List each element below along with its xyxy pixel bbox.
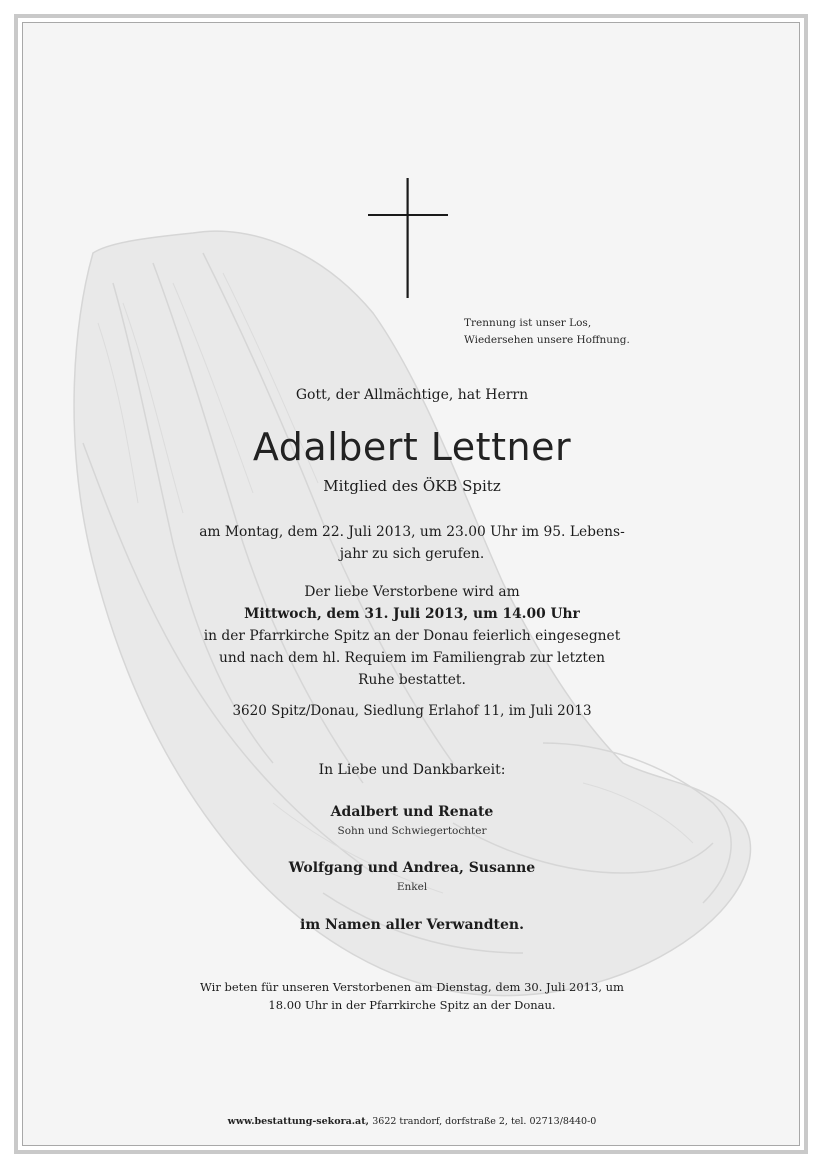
relatives-closing: im Namen aller Verwandten. (300, 917, 524, 933)
notice-card (22, 22, 800, 1146)
funeral-date: Mittwoch, dem 31. Juli 2013, um 14.00 Uhr (244, 606, 580, 622)
prayer-text (23, 978, 800, 1014)
footer-website: www.bestattung-sekora.at, (227, 1116, 369, 1127)
death-text (23, 521, 800, 565)
address-text: 3620 Spitz/Donau, Siedlung Erlahof 11, im Juli 2013 (232, 703, 592, 719)
prayer-line-2: 18.00 Uhr in der Pfarrkirche Spitz an der Donau. (268, 998, 556, 1012)
funeral-line-5: Ruhe bestattet. (358, 672, 466, 688)
cross-icon (368, 178, 448, 298)
motto-line-2: Wiedersehen unsere Hoffnung. (464, 334, 630, 346)
funeral-text (23, 581, 800, 691)
footer-contact: 3622 trandorf, dorfstraße 2, tel. 02713/8440-0 (372, 1116, 597, 1127)
motto (464, 315, 630, 349)
family-relation-1: Sohn und Schwiegertochter (337, 825, 487, 837)
intro-text: Gott, der Allmächtige, hat Herrn (295, 387, 529, 403)
deceased-name: Adalbert Lettner (252, 425, 572, 469)
footer (23, 1116, 800, 1127)
membership-text: Mitglied des ÖKB Spitz (323, 477, 501, 495)
funeral-line-3: in der Pfarrkirche Spitz an der Donau feierlich eingesegnet (203, 628, 621, 644)
family-relation-2: Enkel (396, 881, 428, 893)
death-line-2: jahr zu sich gerufen. (339, 546, 485, 562)
prayer-line-1: Wir beten für unseren Verstorbenen am Dienstag, dem 30. Juli 2013, um (200, 980, 624, 994)
funeral-line-1: Der liebe Verstorbene wird am (304, 584, 520, 600)
family-names-2: Wolfgang und Andrea, Susanne (288, 860, 536, 876)
motto-line-1: Trennung ist unser Los, (464, 317, 592, 329)
funeral-line-4: und nach dem hl. Requiem im Familiengrab zur letzten (218, 650, 606, 666)
family-names-1: Adalbert und Renate (330, 804, 494, 820)
mourners-heading: In Liebe und Dankbarkeit: (318, 762, 506, 778)
death-line-1: am Montag, dem 22. Juli 2013, um 23.00 Uhr im 95. Lebens- (199, 524, 625, 540)
